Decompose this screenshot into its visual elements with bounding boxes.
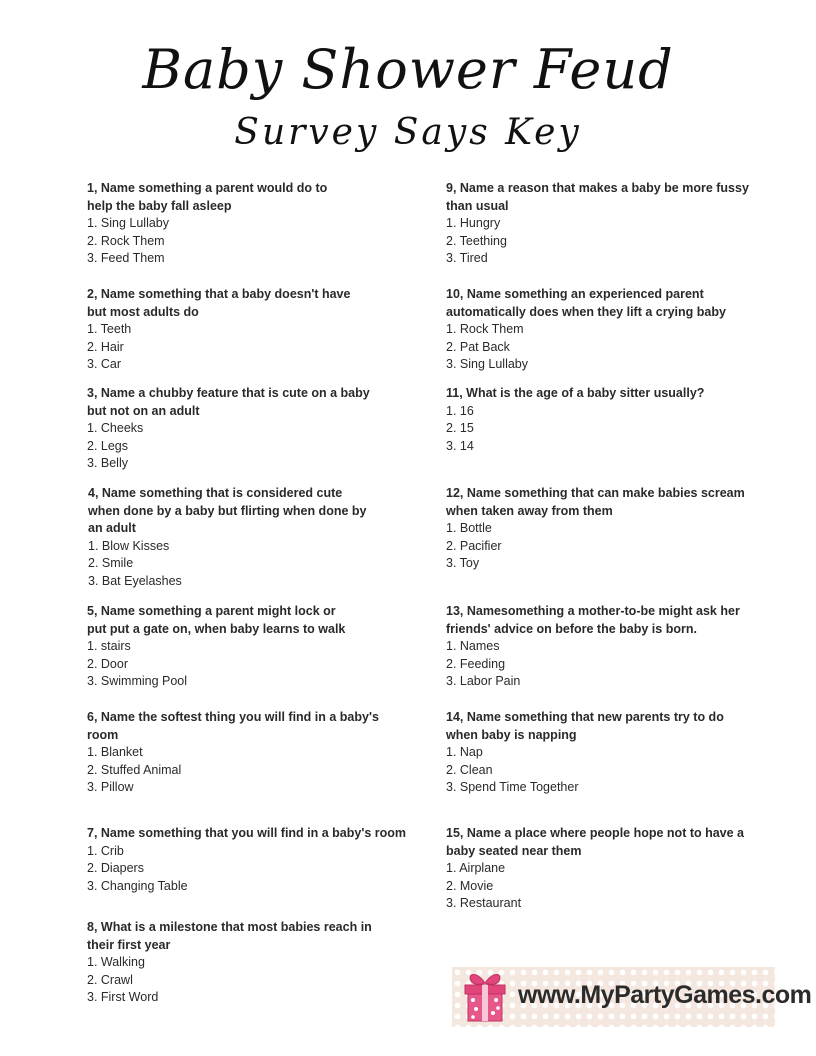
- question-heading: 7, Name something that you will find in a baby's room: [87, 826, 406, 840]
- question-heading: 4, Name something that is considered cute when done by a baby but flirting when done by an adult: [88, 486, 367, 536]
- question-block-10: [446, 286, 726, 374]
- answer-item: 1. Teeth: [87, 322, 132, 337]
- answer-item: 2. Diapers: [87, 861, 144, 876]
- question-heading: 14, Name something that new parents try to do when baby is napping: [446, 710, 724, 742]
- answer-item: 3. Spend Time Together: [446, 780, 579, 795]
- question-block-12: [446, 485, 745, 573]
- question-heading: 13, Namesomething a mother-to-be might ask her friends' advice on before the baby is born.: [446, 604, 740, 636]
- answer-item: 1. Cheeks: [87, 421, 144, 436]
- answer-item: 2. 15: [446, 421, 474, 436]
- question-block-2: [87, 286, 350, 374]
- answer-item: 3. Sing Lullaby: [446, 357, 529, 372]
- answer-item: 3. Feed Them: [87, 251, 165, 266]
- answer-item: 1. Rock Them: [446, 322, 524, 337]
- answer-item: 1. Blanket: [87, 745, 143, 760]
- question-block-11: [446, 385, 704, 455]
- answer-item: 2. Legs: [87, 438, 129, 453]
- answer-item: 3. Belly: [87, 456, 128, 471]
- question-block-14: [446, 709, 724, 797]
- question-heading: 6, Name the softest thing you will find in a baby's room: [87, 710, 379, 742]
- answer-item: 2. Stuffed Animal: [87, 762, 182, 777]
- answer-item: 1. stairs: [87, 639, 131, 654]
- question-block-9: [446, 180, 749, 268]
- answer-item: 2. Feeding: [446, 656, 506, 671]
- answer-item: 3. First Word: [87, 990, 159, 1005]
- answer-item: 1. Crib: [87, 843, 124, 858]
- answer-item: 2. Pat Back: [446, 339, 510, 354]
- answer-item: 2. Crawl: [87, 972, 133, 987]
- question-block-1: [87, 180, 327, 268]
- answer-item: 2. Door: [87, 656, 128, 671]
- answer-item: 3. 14: [446, 438, 474, 453]
- answer-item: 3. Pillow: [87, 780, 134, 795]
- question-block-4: [88, 485, 366, 591]
- question-heading: 12, Name something that can make babies scream when taken away from them: [446, 486, 745, 518]
- footer-logo: [452, 967, 812, 1027]
- answer-item: 2. Rock Them: [87, 233, 165, 248]
- question-heading: 10, Name something an experienced parent automatically does when they lift a crying baby: [446, 287, 726, 319]
- answer-item: 3. Swimming Pool: [87, 674, 188, 689]
- answer-item: 2. Movie: [446, 878, 494, 893]
- answer-item: 1. Airplane: [446, 861, 506, 876]
- answer-item: 1. Walking: [87, 955, 145, 970]
- question-heading: 8, What is a milestone that most babies reach in their first year: [87, 920, 372, 952]
- question-block-3: [87, 385, 370, 473]
- answer-item: 1. Sing Lullaby: [87, 216, 170, 231]
- answer-item: 3. Bat Eyelashes: [88, 573, 182, 588]
- gift-box-icon: [461, 969, 509, 1025]
- answer-item: 2. Clean: [446, 762, 493, 777]
- question-block-8: [87, 919, 372, 1007]
- question-heading: 3, Name a chubby feature that is cute on a baby but not on an adult: [87, 386, 370, 418]
- answer-item: 1. 16: [446, 403, 474, 418]
- question-block-5: [87, 603, 345, 691]
- question-heading: 2, Name something that a baby doesn't have but most adults do: [87, 287, 351, 319]
- answer-item: 2. Pacifier: [446, 538, 502, 553]
- question-block-13: [446, 603, 740, 691]
- answer-item: 2. Smile: [88, 556, 134, 571]
- answer-item: 1. Nap: [446, 745, 483, 760]
- answer-item: 2. Teething: [446, 233, 507, 248]
- question-heading: 1, Name something a parent would do to help the baby fall asleep: [87, 181, 328, 213]
- question-block-6: [87, 709, 379, 797]
- page-subtitle: Survey Says Key: [234, 112, 582, 153]
- question-heading: 11, What is the age of a baby sitter usually?: [446, 386, 705, 400]
- answer-item: 3. Tired: [446, 251, 488, 266]
- website-url: www.MyPartyGames.com: [518, 981, 812, 1009]
- answer-item: 1. Bottle: [446, 521, 492, 536]
- question-heading: 9, Name a reason that makes a baby be more fussy than usual: [446, 181, 749, 213]
- answer-item: 1. Hungry: [446, 216, 501, 231]
- answer-item: 3. Changing Table: [87, 878, 188, 893]
- answer-item: 3. Labor Pain: [446, 674, 521, 689]
- answer-item: 1. Names: [446, 639, 500, 654]
- question-block-15: [446, 825, 744, 913]
- answer-item: 1. Blow Kisses: [88, 538, 170, 553]
- question-heading: 5, Name something a parent might lock or put put a gate on, when baby learns to walk: [87, 604, 346, 636]
- answer-item: 3. Car: [87, 357, 122, 372]
- answer-item: 3. Toy: [446, 556, 480, 571]
- answer-item: 2. Hair: [87, 339, 124, 354]
- question-heading: 15, Name a place where people hope not to have a baby seated near them: [446, 826, 745, 858]
- answer-item: 3. Restaurant: [446, 896, 522, 911]
- page-title: Baby Shower Feud: [142, 38, 674, 101]
- question-block-7: [87, 825, 406, 895]
